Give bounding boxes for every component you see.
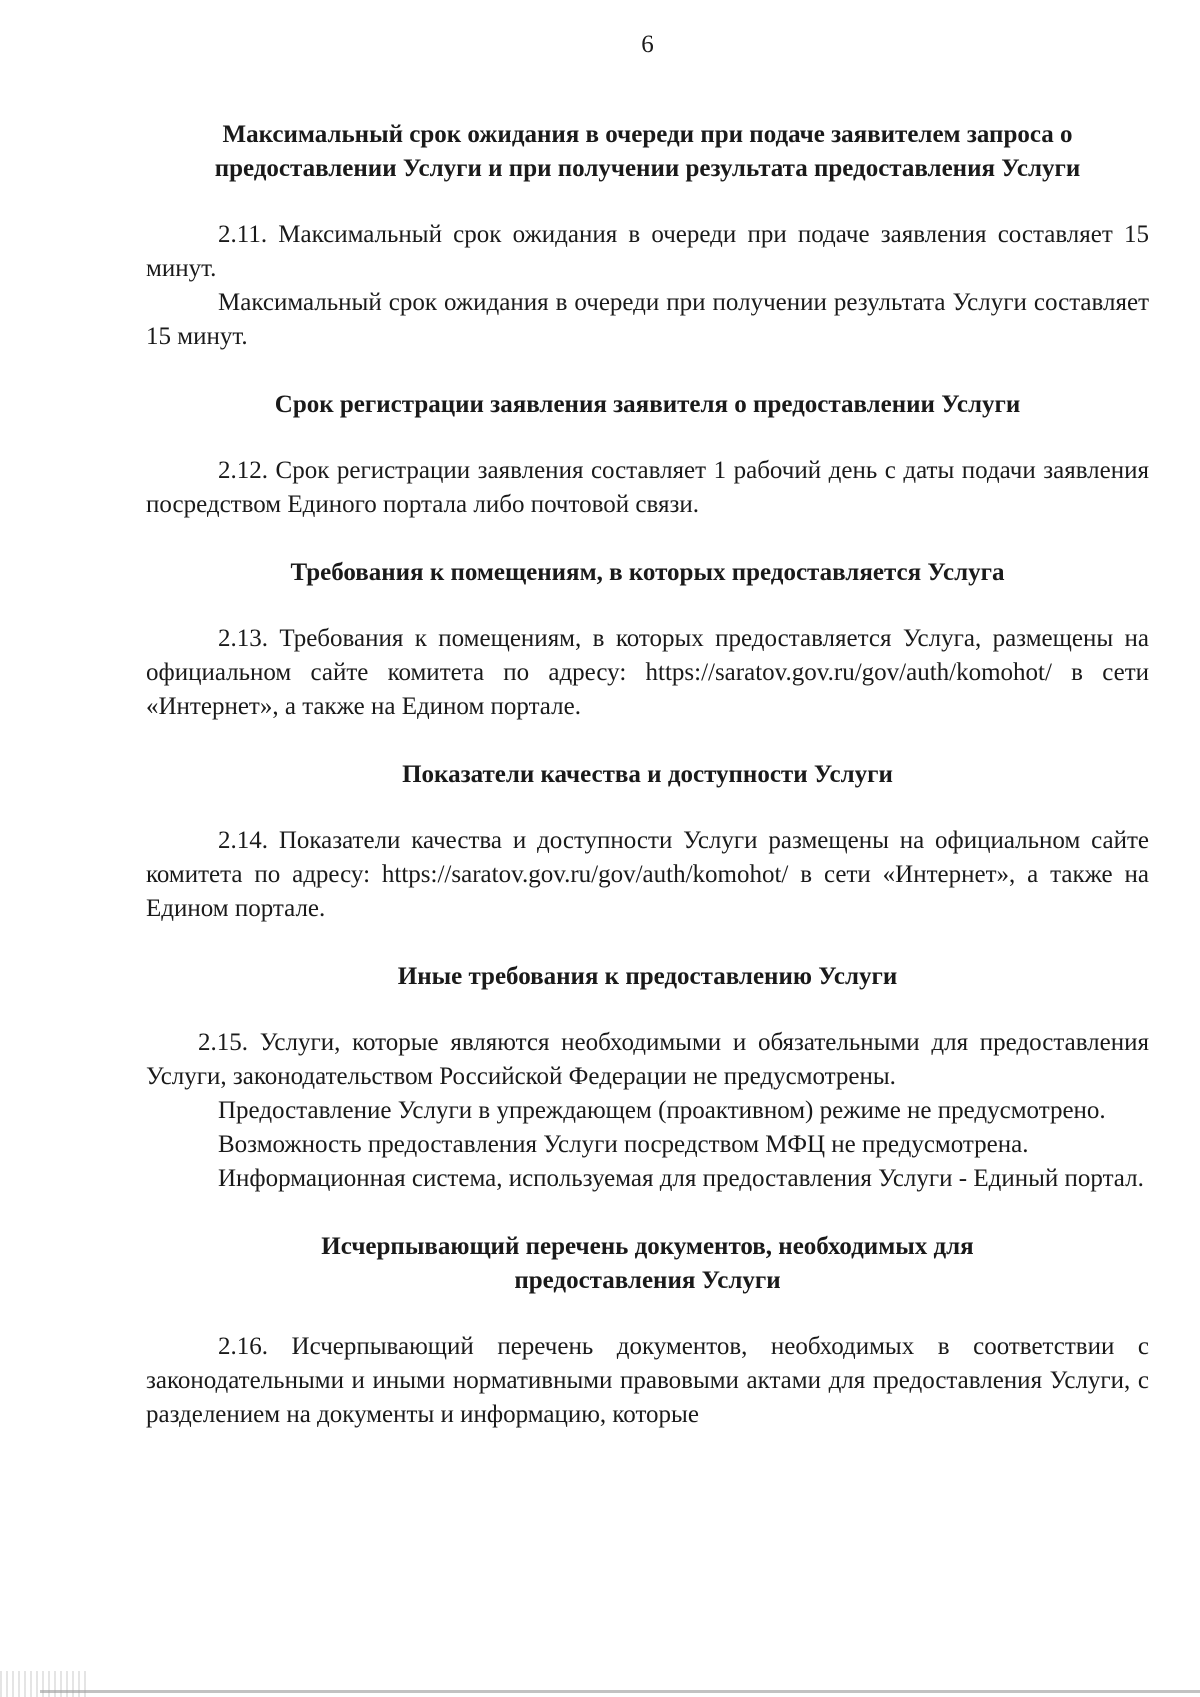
section-heading-documents-list (146, 1230, 1149, 1298)
paragraph-2-11-cont: Максимальный срок ожидания в очереди при получении результата Услуги составляет 15 минут. (146, 289, 1149, 350)
paragraph-2-15: 2.15. Услуги, которые являются необходимыми и обязательными для предоставления Услуги, законодательством Российской Федерации не предусмотрены. (146, 1029, 1149, 1090)
scan-artifact (0, 1671, 90, 1697)
paragraph-2-14: 2.14. Показатели качества и доступности Услуги размещены на официальном сайте комитета по адресу: https://saratov.gov.ru/gov/auth/komohot/ в сети «Интернет», а также на Едином портале. (146, 827, 1149, 922)
paragraph-2-12: 2.12. Срок регистрации заявления составляет 1 рабочий день с даты подачи заявления посредством Единого портала либо почтовой связи. (146, 457, 1149, 518)
section-heading-registration-term: Срок регистрации заявления заявителя о предоставлении Услуги (274, 391, 1021, 418)
heading-line: предоставлении Услуги и при получении результата предоставления Услуги (214, 155, 1081, 182)
document-content (146, 118, 1149, 1432)
scan-edge-line (40, 1690, 1200, 1693)
section-heading-premises-requirements: Требования к помещениям, в которых предоставляется Услуга (290, 559, 1005, 586)
paragraph-2-15-mfc: Возможность предоставления Услуги посредством МФЦ не предусмотрена. (218, 1131, 1029, 1158)
paragraph-2-15-proactive: Предоставление Услуги в упреждающем (проактивном) режиме не предусмотрено. (218, 1097, 1106, 1124)
section-heading-other-requirements: Иные требования к предоставлению Услуги (397, 963, 898, 990)
paragraph-2-16: 2.16. Исчерпывающий перечень документов, необходимых в соответствии с законодательными и иными нормативными правовыми актами для предоставления Услуги, с разделением на документы и информацию, которые (146, 1333, 1149, 1428)
section-heading-queue-time (146, 118, 1149, 186)
heading-line: предоставления Услуги (514, 1267, 781, 1294)
paragraph-2-11: 2.11. Максимальный срок ожидания в очереди при подаче заявления составляет 15 минут. (146, 221, 1149, 282)
page-number: 6 (641, 31, 654, 58)
paragraph-2-15-info-system: Информационная система, используемая для предоставления Услуги - Единый портал. (218, 1165, 1144, 1192)
heading-line: Максимальный срок ожидания в очереди при подаче заявителем запроса о (222, 121, 1073, 148)
paragraph-2-13: 2.13. Требования к помещениям, в которых предоставляется Услуга, размещены на официальном сайте комитета по адресу: https://saratov.gov.ru/gov/auth/komohot/ в сети «Интернет», а также на Едином портале. (146, 625, 1149, 720)
section-heading-quality-indicators: Показатели качества и доступности Услуги (402, 761, 893, 788)
heading-line: Исчерпывающий перечень документов, необходимых для (321, 1233, 974, 1260)
